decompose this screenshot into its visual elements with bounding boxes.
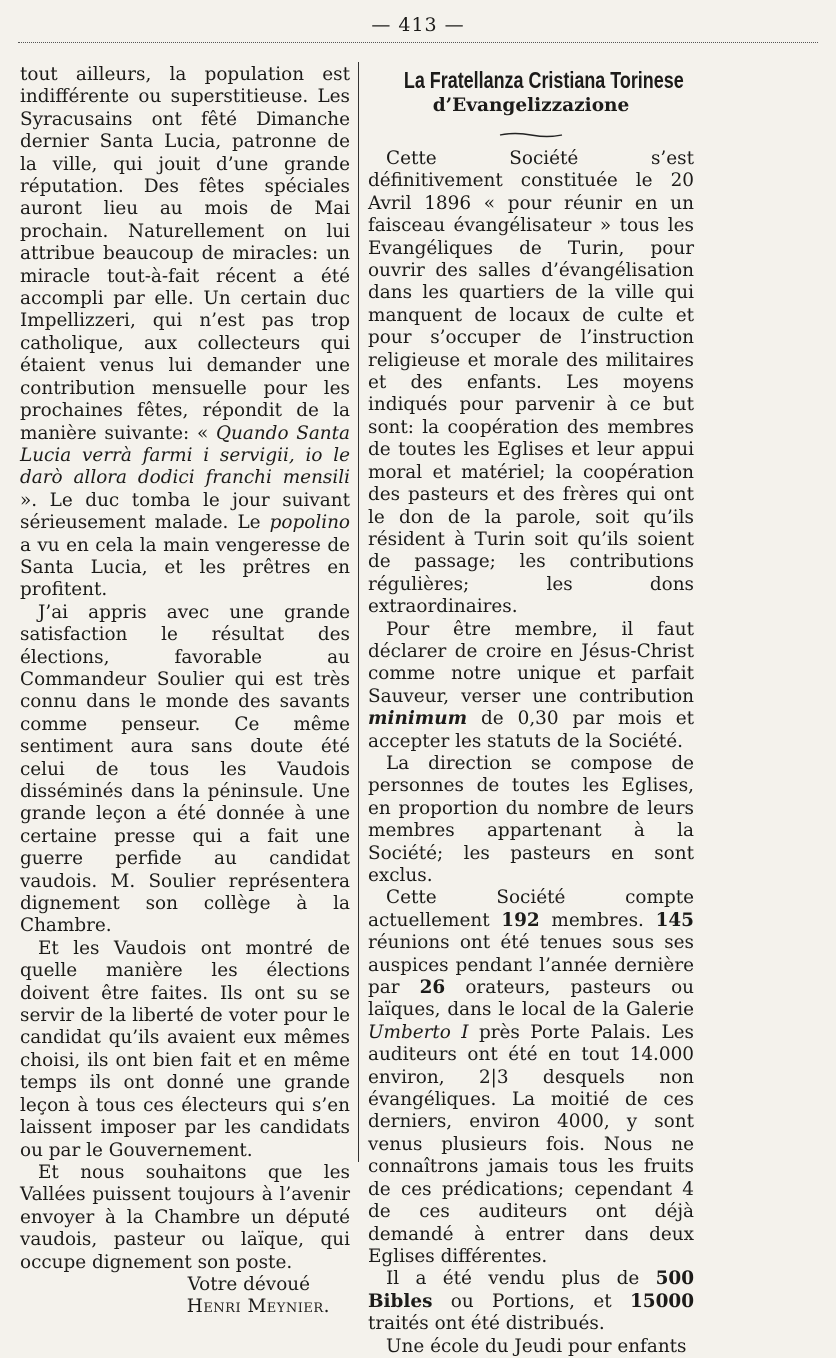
right-p4-text-d: orateurs, pasteurs ou laïques, dans le local de la Galerie (368, 977, 694, 1021)
left-paragraph-3: Et les Vaudois ont montré de quelle manière les élections doivent être faites. Ils ont su se servir de la liberté de voter pour le candidat qu’ils avaient eux mêmes choisi, ils ont bien fait et en même temps ils ont donné une grande leçon à tous ces électeurs qui s’en laissent imposer par les candidats ou par le Gouvernement. (20, 937, 350, 1161)
left-p1-text-c: a vu en cela la main vengeresse de Santa Lucia, et les prêtres en profitent. (20, 534, 350, 601)
right-paragraph-4 (368, 887, 694, 1268)
right-p5-text-b: ou Portions, et (450, 1290, 612, 1312)
right-p2-text-b: de 0,30 par mois et accepter les statuts de la Société. (368, 708, 694, 752)
right-p4-text-a: Cette Société compte actuellement (368, 887, 694, 931)
ornament-rule (498, 132, 564, 138)
quoted-italian: Quando Santa Lucia verrà farmi i servigii, io le darò allora dodici franchi mensili (20, 422, 350, 489)
article-subtitle: d’Evangelizzazione (432, 95, 630, 116)
right-p4-text-b: membres. (551, 909, 644, 931)
umberto-italic: Umberto I (368, 1021, 469, 1043)
left-p1-text: tout ailleurs, la population est indifférente ou superstitieuse. Les Syracusains ont fêté Dimanche dernier Santa Lucia, patronne de la ville, qui jouit d’une grande réputation. Des fêtes spéciales auront lieu au mois de Mai prochain. Naturellement on lui attribue beaucoup de miracles: un miracle tout-à-fait récent a été accompli par elle. Un certain duc Impellizzeri, qui n’est pas trop catholique, aux collecteurs qui étaient venus lui demander une contribution mensuelle pour les prochaines fêtes, répondit de la manière suivante: « (20, 64, 350, 444)
meetings-count: 145 (655, 909, 694, 931)
right-p2-text-a: Pour être membre, il faut déclarer de croire en Jésus-Christ comme notre unique et parfait Sauveur, verser une contribution (368, 618, 694, 707)
left-column (20, 64, 350, 1319)
minimum-bold-italic: minimum (368, 708, 468, 730)
right-paragraph-5 (368, 1268, 694, 1335)
left-paragraph-1 (20, 64, 350, 602)
right-paragraph-6: Une école du Jeudi pour enfants (386, 1335, 687, 1357)
right-paragraph-1: Cette Société s’est définitivement constituée le 20 Avril 1896 « pour réunir en un faisceau évangélisateur » tous les Evangéliques de Turin, pour ouvrir des salles d’évangélisation dans les quartiers de la ville qui manquent de locaux de culte et pour s’occuper de l’instruction religieuse et morale des militaires et des enfants. Les moyens indiqués pour parvenir à ce but sont: la coopération des membres de toutes les Eglises et leur appui moral et matériel; la coopération des pasteurs et des frères qui ont le don de la parole, soit qu’ils résident à Turin soit qu’ils soient de passage; les contributions régulières; les dons extraordinaires. (368, 148, 694, 618)
speakers-count: 26 (419, 977, 446, 999)
tracts-count: 15000 (630, 1290, 694, 1312)
page-number: — 413 — (371, 14, 465, 36)
right-p4-text-c: réunions ont été tenues sous ses auspices pendant l’année dernière par (368, 932, 694, 999)
right-p5-text-a: Il a été vendu plus de (386, 1268, 640, 1290)
bibles-count: 500 Bibles (368, 1268, 694, 1312)
left-p1-text-b: ». Le duc tomba le jour suivant sérieusement malade. Le (20, 489, 350, 534)
right-paragraph-2 (368, 619, 694, 753)
signature: Henri Meynier. (186, 1296, 330, 1318)
right-p5-text-c: traités ont été distribués. (368, 1313, 605, 1335)
column-divider (358, 62, 359, 1162)
right-p4-text-e: près Porte Palais. Les auditeurs ont été en tout 14.000 environ, 2|3 desquels non évangéliques. La moitié de ces derniers, environ 4000, y sont venus plusieurs fois. Nous ne connaîtrons jamais tous les fruits de ces prédications; cependant 4 de ces auditeurs ont déjà demandé à entrer dans deux Eglises différentes. (368, 1021, 694, 1267)
right-paragraph-3: La direction se compose de personnes de toutes les Eglises, en proportion du nombre de leurs membres appartenant à la Société; les pasteurs en sont exclus. (368, 752, 694, 886)
members-count: 192 (501, 909, 540, 931)
article-title: La Fratellanza Cristiana Torinese (403, 67, 684, 93)
left-paragraph-2: J’ai appris avec une grande satisfaction le résultat des élections, favorable au Commandeur Soulier qui est très connu dans le monde des savants comme penseur. Ce même sentiment aura sans doute été celui de tous les Vaudois disséminés dans la péninsule. Une grande leçon a été donnée à une certaine presse qui a fait une guerre perfide au candidat vaudois. M. Soulier représentera dignement son collège à la Chambre. (20, 601, 350, 937)
header-rule (18, 42, 818, 43)
popolino-italic: popolino (269, 512, 350, 534)
right-column (368, 64, 694, 1358)
signoff: Votre dévoué (187, 1273, 310, 1295)
left-paragraph-4: Et nous souhaitons que les Vallées puissent toujours à l’avenir envoyer à la Chambre un député vaudois, pasteur ou laïque, qui occupe dignement son poste. (20, 1161, 350, 1273)
